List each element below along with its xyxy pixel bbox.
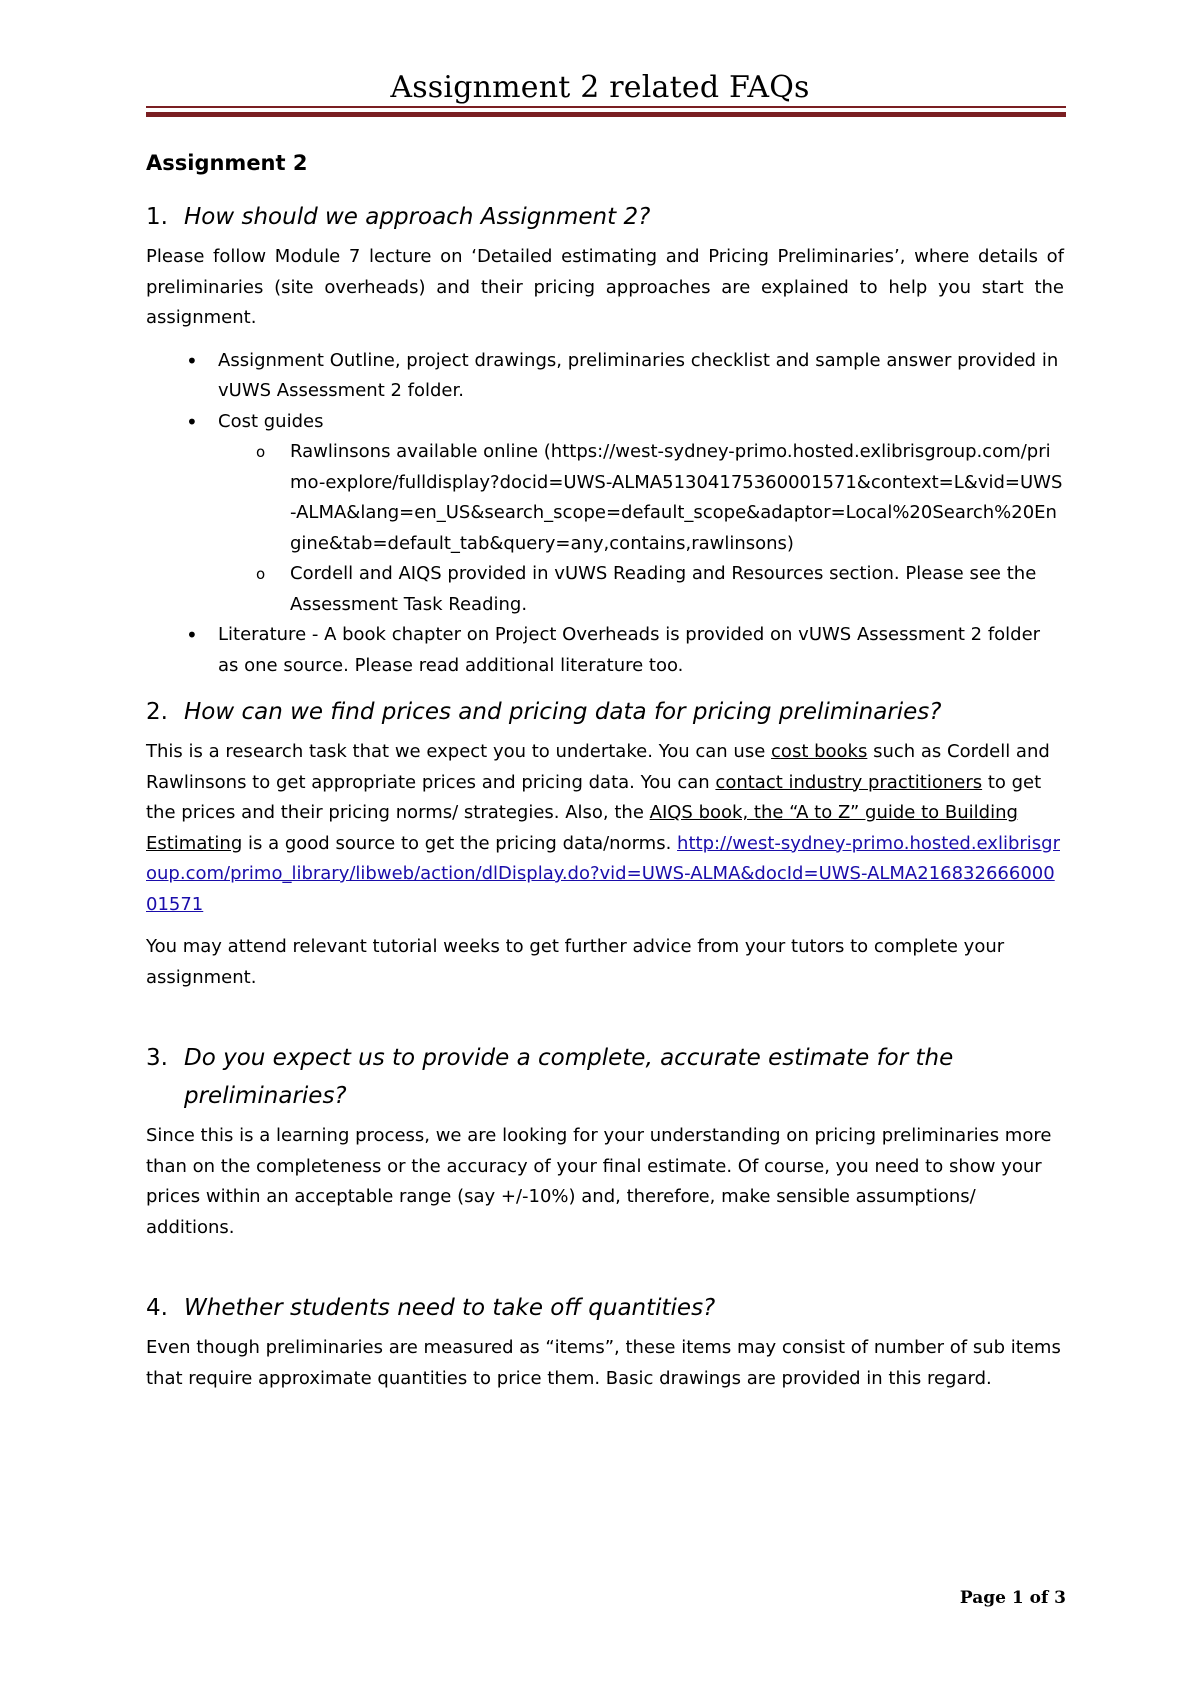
q2-underlined-text: AIQS book, the “A to Z” guide to Building Estimating	[146, 802, 1018, 854]
question-3-text: Do you expect us to provide a complete, accurate estimate for the preliminaries?	[184, 1045, 954, 1109]
header-rule-thin	[146, 106, 1066, 108]
question-1-number: 1.	[146, 204, 168, 230]
q1-bullet-list	[146, 346, 1064, 682]
q3-answer: Since this is a learning process, we are looking for your understanding on pricing preliminaries more than on the completeness or the accuracy of your final estimate. Of course, you need to show your prices within an acceptable range (say +/-10%) and, therefore, make sensible assumptions/ additions.	[146, 1125, 1052, 1238]
q2-text: to get the prices and their pricing norms/ strategies. Also, the	[146, 771, 1042, 823]
library-link[interactable]: http://west-sydney-primo.hosted.exlibrisgroup.com/primo_library/libweb/action/dlDisplay.do?vid=UWS-ALMA&docId=UWS-ALMA21683266600001571	[146, 832, 1060, 915]
question-1-text: How should we approach Assignment 2?	[184, 204, 651, 230]
q2-underlined-text: cost books	[771, 741, 868, 762]
question-2	[146, 693, 1064, 731]
q1-bullet-item: • Literature - A book chapter on Project Overheads is provided on vUWS Assessment 2 folder as one source. Please read additional literature too.	[146, 620, 1064, 681]
q2-text: This is a research task that we expect you to undertake. You can use	[146, 741, 772, 762]
document-body	[146, 148, 1064, 1406]
question-2-number: 2.	[146, 699, 168, 725]
q1-sub-list	[218, 437, 1064, 620]
question-4-text: Whether students need to take off quantities?	[184, 1295, 716, 1321]
question-2-text: How can we find prices and pricing data for pricing preliminaries?	[184, 699, 942, 725]
q4-answer: Even though preliminaries are measured as “items”, these items may consist of number of sub items that require approximate quantities to price them. Basic drawings are provided in this regard.	[146, 1337, 1061, 1389]
q1-bullet-text: Cost guides	[218, 410, 324, 432]
q1-sub-item: o Cordell and AIQS provided in vUWS Reading and Resources section. Please see the Assessment Task Reading.	[218, 559, 1064, 620]
section-heading: Assignment 2	[146, 151, 308, 175]
q2-text: is a good source to get the pricing data/norms.	[242, 832, 678, 854]
question-4-number: 4.	[146, 1295, 168, 1321]
q2-text: such as Cordell and Rawlinsons to get appropriate prices and pricing data. You can	[146, 741, 1050, 793]
question-3	[146, 1039, 1064, 1115]
q2-tutorial-paragraph: You may attend relevant tutorial weeks to get further advice from your tutors to complete your assignment.	[146, 936, 1005, 988]
question-4	[146, 1289, 1064, 1327]
q1-bullet-item: • Assignment Outline, project drawings, preliminaries checklist and sample answer provided in vUWS Assessment 2 folder.	[146, 346, 1064, 407]
question-1	[146, 198, 1064, 236]
q1-intro: Please follow Module 7 lecture on ‘Detailed estimating and Pricing Preliminaries’, where details of preliminaries (site overheads) and their pricing approaches are explained to help you start the assignment.	[146, 246, 1064, 328]
page-number: Page 1 of 3	[959, 1588, 1066, 1608]
q1-sub-item: o Rawlinsons available online (https://west-sydney-primo.hosted.exlibrisgroup.com/primo-explore/fulldisplay?docid=UWS-ALMA51304175360001571&context=L&vid=UWS-ALMA&lang=en_US&search_scope=default_scope&adaptor=Local%20Search%20Engine&tab=default_tab&query=any,contains,rawlinsons)	[218, 437, 1064, 559]
q2-underlined-text: contact industry practitioners	[715, 771, 983, 793]
q2-answer-paragraph	[146, 737, 1064, 920]
page-header-title: Assignment 2 related FAQs	[390, 70, 810, 105]
question-3-number: 3.	[146, 1045, 168, 1071]
q1-bullet-item	[146, 407, 1064, 621]
header-rule-thick	[146, 112, 1066, 117]
